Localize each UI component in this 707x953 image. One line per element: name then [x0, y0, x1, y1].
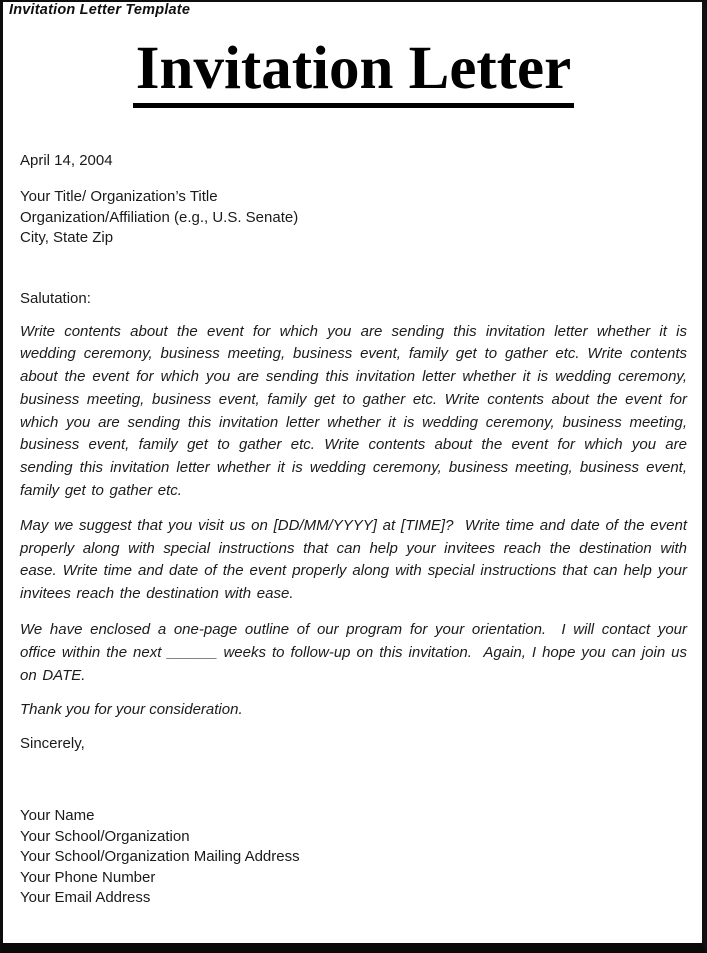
signature-line-school-organization: Your School/Organization [20, 827, 190, 845]
salutation-line: Salutation: [20, 289, 91, 307]
signature-line-mailing-address: Your School/Organization Mailing Address [20, 848, 300, 866]
body-paragraph-3: We have enclosed a one-page outline of our program for your orientation. I will contact your office within the next ______ weeks to follow-up on this invitation. Again, I hope you can join us on DATE. [20, 621, 693, 684]
thanks-line: Thank you for your consideration. [20, 701, 243, 719]
recipient-line-organization: Organization/Affiliation (e.g., U.S. Senate) [20, 208, 299, 226]
signature-line-name: Your Name [20, 807, 95, 825]
signature-block [20, 806, 687, 909]
letter-content [3, 35, 702, 909]
signature-line-email-address: Your Email Address [20, 889, 151, 907]
recipient-block [20, 187, 687, 249]
body-paragraph-1: Write contents about the event for which you are sending this invitation letter whether it is wedding ceremony, business meeting, business event, family get to gather etc. Write contents about the event for which you are sending this invitation letter whether it is wedding ceremony, business meeting, business event, family get to gather etc. Write contents about the event for which you are sending this invitation letter whether it is wedding ceremony, business meeting, business event, family get to gather etc. Write contents about the event for which you are sending this invitation letter whether it is wedding ceremony, business meeting, business event, family get to gather etc. [20, 322, 693, 500]
letter-title: Invitation Letter [133, 38, 574, 108]
date-line: April 14, 2004 [20, 152, 113, 169]
recipient-line-title: Your Title/ Organization’s Title [20, 188, 218, 205]
template-label: Invitation Letter Template [9, 2, 191, 18]
recipient-line-city-state-zip: City, State Zip [20, 229, 114, 246]
body-paragraph-2: May we suggest that you visit us on [DD/MM/YYYY] at [TIME]? Write time and date of the event properly along with special instructions that can help your invitees reach the destination with ease. Write time and date of the event properly along with special instructions that can help your invitees reach the destination with ease. [20, 516, 693, 603]
signature-line-phone-number: Your Phone Number [20, 868, 156, 886]
closing-line: Sincerely, [20, 735, 85, 753]
title-wrap [20, 35, 687, 108]
